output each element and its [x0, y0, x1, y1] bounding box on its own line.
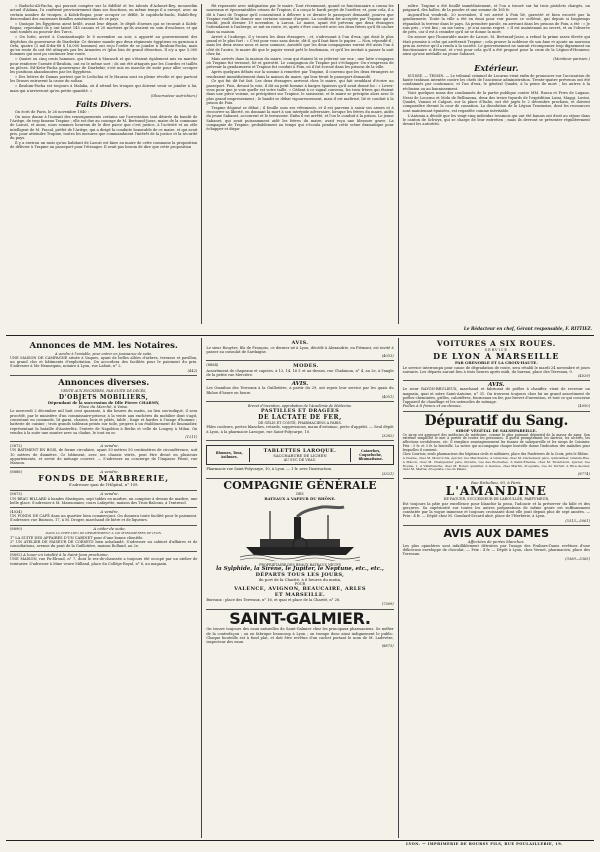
- tablettes-box: [206, 445, 393, 466]
- ad-batiment-bois: [10, 442, 197, 468]
- ad-vente-encheres: [10, 376, 197, 442]
- section-title-diverses: Annonces diverses.: [58, 378, 150, 389]
- ad-heading: VALENCE, AVIGNON, BEAUCAIRE, ARLES: [234, 586, 366, 593]
- ad-subtitle: SIROP VÉGÉTAL DE SALSEPAREILLE.: [455, 428, 537, 434]
- ad-number: (442): [187, 368, 198, 373]
- news-paragraph: On assure que l'honorable maire de Larcat, M. Bertrand-Josse, a refusé la prime assez élevée qui était promise à celui qui arrêterait Trapine ; cela prouve la noblesse de son âme et ajoute un nouveau prix au service qu'il a rendu à la société. Le gouvernement ne saurait récompenser trop dignement un fonctionnaire si dévoué, et c'est pour cela qu'il a été proposé pour la croix de la Légion-d'Honneur, ainsi qu'une médaille au jeune Sabanet.: [402, 35, 590, 57]
- ad-omnibus: [206, 380, 393, 402]
- news-paragraph: « Des lettres de Damas portent que le Ledschia et le Hauran sont en pleine révolte et que partout les Druses entravent la cause du sultan.: [10, 75, 198, 84]
- ad-number: (4053): [381, 354, 394, 359]
- ad-subtitle: AU SUC DE VEAU.: [283, 457, 317, 462]
- ad-number: (3282): [381, 433, 394, 438]
- ad-subtitle: SACCHARURE DE LICHEN: [273, 452, 327, 458]
- ad-title: FONDS DE MARBRERIE,: [38, 473, 170, 484]
- news-columns: [6, 4, 594, 324]
- ad-cabinet-affaires: [10, 526, 197, 552]
- ad-number: (4050): [578, 404, 590, 409]
- ad-heading: MODES.: [293, 362, 319, 369]
- ad-number: (4034): [10, 509, 22, 514]
- ad-body: Pâles couleurs, pertes blanches, retards, suppressions, maux d'estomac, perte d'appétit. — Seul dépôt à Lyon, à la pharmacie Laroque, rue Saint-Polycarpe, 10.: [206, 425, 394, 434]
- news-paragraph: Après quelques débats sur la somme à remettre par Trapine, il convenu que les deux étrangers se rendraient immédiatement dans la maison du maire, qui leur ferait le passeport demandé.: [206, 70, 394, 79]
- ad-title: SAINT-GALMIER.: [229, 609, 371, 629]
- ad-title: L'AMANDINE: [445, 484, 547, 499]
- ad-voitures: [403, 338, 590, 381]
- steamboat-icon: [240, 503, 360, 561]
- ad-number: (8875): [381, 644, 394, 649]
- news-paragraph: Trapine déguisé se débat ; il fouille sous ses vêtements, et il est parvenu à saisir ses armes et à recouvrer sa liberté, en donnant la mort à son intrépide adversaire, lorsque les frères du maire, aidés du jeune Sabanet, accourent et le terrassent. Enfin il est arrêté, et l'on le conduit à la prison. Le jeune Sabanet, qui avait puissamment aidé les frères du maire, avait reçu une blessure grave. La compagnie de Trapine, probablement au temps qui s'écoula pendant cette scène dramatique pour échapper et dispa-: [206, 105, 394, 132]
- tablettes-left: Rhumes, Toux, Asthmes.: [215, 450, 243, 459]
- ad-amandine: [403, 479, 590, 526]
- ad-note: Poêles à 8 francs et au-dessus.: [402, 403, 462, 409]
- news-paragraph: « Ibrahim-Pacha est toujours à Malaka, où il attend les troupes qui doivent venir se joindre à lui, mais qui n'arriveront qu'en petite quantité. »: [10, 84, 198, 93]
- ad-body: UN BEAU BILLARD à bandes élastiques, sept tables en marbre, un comptoir à dessus de marbre, une belle glace. S'adresser à M. Maissonnier, cours Lafayette, maison des Trois-Balcons, à l'entresol.: [10, 496, 198, 505]
- ad-number: (5313—5061): [565, 518, 590, 523]
- ad-subtitle: A vendre à l'amiable, pour entrer en jouissance de suite.: [54, 351, 153, 356]
- ad-avis-dames: [403, 526, 590, 563]
- ad-marbrerie: [10, 468, 197, 490]
- ad-maison-louer: [10, 552, 197, 568]
- ad-heading: D'OBJETS MOBILIERS,: [58, 393, 149, 401]
- news-column-2: [201, 4, 397, 324]
- ads-columns: [6, 338, 594, 838]
- ad-body: On trouve toujours des eaux naturelles de Saint-Galmier chez les principaux pharmaciens. Se méfier de la contrefaçon ; on en fabrique beaucoup à Lyon ; on trompe donc ainsi indignement le public. Chaque bouteille est à fond plat, et doit être revêtue d'un cachet portant le nom de M. Ladevèze, inspecteur des eaux.: [206, 627, 394, 645]
- footer-divider: [6, 840, 594, 841]
- ads-column-3: [398, 338, 594, 838]
- news-paragraph: L'Antonia a décidé que les vingt-cinq individus tessinois qui ont été bannis ont droit au séjour dans le canton de Schwyz, qui se charge de leur entretien ; mais ils devront se présenter régulièrement devant les autorités.: [402, 113, 590, 127]
- ad-body: UN FONDS DE CAFÉ dans un quartier bien commerçant. On donnera toute facilité pour le paiement. S'adresser, rue Buisson, 17, à M. Droger, marchand de bière et de liqueurs.: [10, 513, 198, 523]
- ad-number: (8884): [206, 362, 219, 367]
- news-paragraph: On nous donne à l'instant des renseignements certains sur l'arrestation tant désirée du bandit de l'Ariège, de trop fameux Trapine ; elle est due au courage de M. Bertrand-Josse, maire de la commune de Larcat, et aussi, nous sommes heureux de le dire parce que c'est justice, à l'activité et au zèle intelligent de M. Pascal, préfet de l'Ariège, qui a dirigé la conduite honorable de ce maire, et qui avait pris, pour atteindre Trapine, toutes les mesures que commandaient l'intérêt de la justice et la sécurité du pays.: [10, 114, 198, 141]
- ad-subtitle: PAR GRENOBLE ET LA CROIX-HAUTE.: [454, 360, 538, 366]
- ad-number: (1211): [185, 435, 198, 440]
- ad-heading: A vendre.: [100, 491, 119, 497]
- ad-title: PASTILLES ET DRAGÉES: [260, 407, 340, 414]
- tablettes-right: Catarrhes, Coqueluche, Rhumatisme.: [358, 448, 383, 461]
- printer-imprint: LYON. — IMPRIMERIE DE BOURSY FILS, RUE POULAILLERIE, 19.: [406, 842, 563, 846]
- ad-heading: AVIS.: [488, 381, 505, 388]
- ad-heading: A louer en totalité à la Saint-Jean prochaine.: [23, 552, 109, 557]
- ad-number: (8890): [10, 527, 22, 532]
- ad-depuratif: [403, 412, 590, 480]
- ad-subtitle: Brevet d'invention, approbation de l'Académie de Médecine.: [247, 403, 353, 408]
- ad-number: (8774): [578, 472, 590, 477]
- ad-heading: A vendre.: [100, 508, 119, 514]
- news-source: (Observateur autrichien.): [150, 93, 198, 98]
- section-divider: [6, 335, 594, 336]
- ad-heading: DÉPARTS TOUS LES JOURS,: [255, 571, 345, 578]
- news-paragraph: Mais arrivés dans la maison du maire, ceux qui étaient là se jetèrent sur eux ; une lutte s'engagea où Trapine fut terrassé, lié et garrotté. Le compagnon de Trapine put s'échapper. On s'empressa de prévenir la gendarmerie et Trapine fut conduit à Foix, où il fut écroué dans les prisons de la ville.: [206, 56, 394, 70]
- ad-heading: ET MARSEILLE.: [274, 592, 326, 599]
- ad-number: (7369): [381, 602, 394, 607]
- ad-heading: A vendre.: [100, 442, 119, 448]
- ad-tablettes: [206, 441, 393, 479]
- news-column-3: [398, 4, 594, 324]
- ad-number: (8892): [10, 553, 22, 557]
- ad-heading: AVIS.: [291, 380, 309, 387]
- news-paragraph: « On lutte, arrivé à Constantinople le 8 novembre au soir, a apporté au gouvernement des dépêches du gouverneur de Diarbekir. Ce dernier mande que deux régiments égyptiens en garnison à Orfa, quatre (2 mil-4-dix-88 $ 16,000 hommes) ont reçu l'ordre de se joindre à Ibrahim-Pacha, mais qu'en route ils ont été attaqués par les Arnautes et (plus loin de grand déssetion. Il n'y a que 5,000 hommes qui sont pu continuer leur route.: [10, 35, 198, 57]
- ad-body: Est toujours la pâte par excellence pour blanchir la peau, l'adoucir et la préserver du hâle et des gerçures. Sa supériorité sur toutes les autres préparations de même genre est suffisamment constatée par la vogue immense et toujours croissante dont elle jouit depuis plus de sept années. — Prix : 4 fr. — Dépôt chez M. Gondard-Secard aîné, place de l'Herberie, à Lyon.: [402, 501, 590, 519]
- news-paragraph: Aujourd'hui vendredi, 20 novembre, il est arrivé à Foix lié, garrotté et bien escorté par la gendarmerie. Toute la ville a été en émoi pour voir passer ce scélérat, qui depuis si longtemps répandait la terreur dans le pays. Sa première parole, en arrivant dans les prisons de Foix, a été : « Je suis pris ; c'est fini ; on me tuera ; je n'ai aucun regret. » Il est maintenant au secret, et on l'observe de près, car il est à craindre qu'il ne se donne la mort.: [402, 13, 590, 35]
- section-title-faits-divers: Faits Divers.: [75, 98, 132, 109]
- news-paragraph: « Radschi-Ali-Pacha, qui pouvait compter sur la fidélité et les talents d'Achmet-Bey, mousselim actuel d'Adana, l'a confirmé provisoirement dans ses fonctions, en même temps il a envoyé, avec un certain nombre de troupes, à Kolek-Bogaz, pour occuper ce défilé, le capidschi-bachi, Habib-Bey, descendant des anciennes familles arméniennes de ce pays.: [10, 4, 198, 21]
- ad-address: Rue Richelieu, 93, à Paris.: [470, 479, 522, 485]
- ad-body: UNE MAISON DE CAMPAGNE située à Vaques, ayant de belles allées d'arbres, terrasse et pavillon, un grand clos et bâtiments d'exploitation. On accordera des facilités pour le paiement du prix. S'adresser à Me Hennequin, notaire à Lyon, rue Lafont, n° 2.: [10, 355, 198, 369]
- ad-heading: A vendre.: [100, 468, 119, 474]
- ad-fonds-cafe: [10, 508, 197, 525]
- news-column-1: [6, 4, 201, 324]
- ad-compagnie-bateaux: [206, 479, 393, 610]
- ad-subtitle: DANS LA CHEF-LIEU DE DÉPARTEMENT, A 100 MYRIAMÈTRES DE LYON.: [45, 531, 162, 536]
- ad-subtitle: BATEAUX A VAPEUR DU RHÔNE.: [264, 495, 336, 501]
- ad-number: (3321): [381, 471, 394, 476]
- news-paragraph: « Quoique les Égyptiens aient brûlé, avant leur départ, le dépôt d'armes qui se trouvait à Kolek-Bogaz, cependant ils y ont laissé 145 canons et 20 mortiers qu'ils avaient en soin d'enclouer, et qui sont tombés au pouvoir des Turcs.: [10, 21, 198, 35]
- ad-body: Le sieur Rouyère, fils de François, ce dernier né à Lyon, décédé à Alexandrie, en Piémont, est invité à passer au consulat de Sardaigne.: [206, 345, 394, 354]
- ad-title: AVIS AUX DAMES: [443, 526, 550, 540]
- ads-column-2: [201, 338, 397, 838]
- ad-subtitle: du port de la Charité, à 6 heures du matin,: [258, 576, 342, 582]
- ad-boats: la Sylphide, la Sirène, le Jupiter, le Neptune, etc., etc.,: [216, 566, 384, 573]
- ad-title: DE LYON A MARSEILLE: [433, 351, 560, 362]
- ad-body: 2° UN ATELIER DE FAISEUR DE CORSETS bien achalandé. S'adresser au cabinet d'affaires et de consultations, avenue du pont de la Guillotière, maison Rolland, au 2e.: [10, 539, 198, 549]
- ad-subtitle: Affectées de pertes blanches.: [468, 538, 525, 544]
- ad-modes: [206, 361, 393, 380]
- news-paragraph: Ce qui fut dit fut fait. Les deux étrangers arrivent chez le maire, qui fait semblant d'écrire un passeport. Puis, devant la voie, il dit au petit homme à barges épaisses qu'il avait donné lui : « Levez-vous pour que je voie quelle est votre taille. » Cédant à ce signal convenu, les trois frères qui étaient dans une pièce voisine, se précipitent sur Trapine, le saisissent, et le maire se précipite alors avec le plus grand empressement ; le bandit se débat vigoureusement, mais il est maîtrisé, lié et conduit à la prison de Foix.: [206, 79, 394, 105]
- ad-subtitle: DES: [296, 492, 304, 497]
- news-paragraph: On écrit de Paris, le 26 novembre 1840 :: [15, 109, 89, 114]
- ad-body: Pharmacie rue Saint-Polycarpe, 10, à Lyon. — 1 fr. avec l'instruction.: [206, 467, 333, 472]
- ad-title: Dépuratif du Sang.: [424, 413, 569, 430]
- ad-body: Le service interrompu pour cause de dégradation de route, sera rétabli le mardi 24 novembre et jours suivants. Les départs auront lieu à trois heures après midi, du bureau, place des Terreaux, 9.: [402, 365, 590, 374]
- ad-subtitle: DE GÉLIS ET CONTÉ, PHARMACIENS A PARIS.: [258, 420, 342, 425]
- ad-saint-galmier: [206, 610, 393, 651]
- ads-column-1: [6, 338, 201, 838]
- news-paragraph: Voici quelques noms des condamnés de la partie publique contre MM. Rusca et Fries de Lugano, Nessi de Locarno et Mola de Bellinzona, deux des treize fuyards de l'expédition Luini, Maggi, Luvini, Quadri, Vanoni et Calgari, sur la place d'Italie, ont été jugés le 2 décembre prochain, et doivent comparaître devant la cour de cassation. La dissolution de la Légion Tessinoise, dont les ressources sont maintenant épuisées, est regardée comme inévitable.: [402, 91, 590, 113]
- ad-body: 1° LA SUITE DES AFFAIRES D'UN CABINET pour d'une bonne clientèle.: [10, 535, 144, 540]
- ad-body: Les Omnibus des Terreaux à la Guillotière, à partir du 29, ont repris leur service par les quais du Rhône d'heure en heure.: [206, 386, 394, 395]
- news-paragraph: fût repoussée avec indignation par le maire. Tout récemment, quand ce fonctionnaire a connu les nouveaux et épouvantables crimes de Trapine, il a conçu le hardi projet de l'arrêter, et, pour cela, il a dit à l'ami de Trapine qu'il consentirait à délivrer à ce dernier le passeport demandé, pourvu que Trapine voulût lui donner une certaine somme d'argent. La condition fut acceptée par Trapine qui se rendit, jeudi dernier 19 novembre, à Larcat. Le maire, ayant été prévenu que deux étrangers l'attendaient à l'auberge, se mit en route, et, après s'être concerté avec ses deux frères qu'il fit cacher dans sa maison.: [206, 4, 394, 34]
- ad-number: (3369—5365): [565, 556, 590, 561]
- ad-title: COMPAGNIE GÉNÉRALE: [223, 479, 377, 493]
- ad-body: Chez Courtois, seuls pharmaciens des hôpitaux civils et militaires, place des Fondrieres de la Croix, près le Rhône.: [402, 452, 589, 457]
- editor-signature: Le Rédacteur en chef, Gérant responsable, F. RITTIEZ.: [463, 326, 592, 331]
- news-paragraph: « Quatre ou cinq cents hommes, qui étaient à Marasch et qui s'étaient également mis en marche pour renforcer l'armée d'Ibrahim, ont eu le même sort ; ils ont été attaqués par les Courdes et taillés en pièces. Ed-Ketir-Pacha gouverneur de Diarbekir, s'est mis en marche de suite pour aller occuper les positions abandonnées par les Égyptiens.: [10, 57, 198, 75]
- ad-body: Bureaux : place des Terreaux, n° 16, et quai et place de la Charité, n° 28.: [206, 598, 341, 603]
- ad-subtitle: SERVICE: [484, 348, 508, 352]
- ad-body: UNE MAISON, rue Fa-Elrouil, n° 7, dont le rez-de-chaussée a toujours été occupé par un atelier de teinturier. S'adresser à Mme veuve Milland, place du Collège-Royal, n° 6, au magasin.: [10, 557, 198, 566]
- ad-number: (3872): [10, 443, 22, 448]
- ad-number: (8873): [10, 492, 22, 497]
- ad-body: Le sieur RAYON-BRULIEUX, marchand et fabricant de poêles à chauffer, vient de recevoir un magasin, quai et mère Saint-Antoine, n° 31. On trouvera toujours chez lui un grand assortiment de poêles-cheminées, grilles, calorifères, fourneaux en fer, par brevet d'invention, et tout ce qui concerne l'appareil de chauffage et les ustensiles de ménage.: [402, 387, 590, 405]
- ad-body: Assortiment de chapeaux et capotes, à 12, 14, 16 f. et au-dessus, rue Chalamon, n° 4, au 2e, à l'angle de la petite rue Mercière.: [206, 368, 394, 378]
- ad-body: S'adresser quai de l'Hôpital, n° 109.: [68, 482, 139, 488]
- ad-notaires: [10, 338, 197, 376]
- ad-number: (4029): [578, 374, 590, 379]
- section-title-notaires: Annonces de MM. les Notaires.: [29, 340, 178, 351]
- ad-subtitle: VENTE AUX ENCHÈRES, PAR SUITE DE DÉCÈS,: [60, 389, 147, 394]
- ad-body: Le mercredi 2 décembre mil huit cent quarante, à dix heures du matin, au lieu sus-indiqué, il sera procédé, par le ministère d'un commissaire-priseur, à la vente aux enchères du mobilier dont s'agit, consistant en commode, lit garni, chaises, bois et pâtés, table ; linge et hardes à l'usage d'homme ; batterie de cuisine ; trois grands tableaux peints sur toile, propres à un établissement de limonadier, représentant la bataille d'Austerlitz, l'entrée de Napoléon à Berlin et celle de Longwy à Milan. On vendra à la suite une montre avec sa chaîne, le tout en or.: [10, 409, 198, 435]
- ad-title: VOITURES A SIX ROUES.: [436, 338, 556, 348]
- section-title-exterieur: Extérieur.: [474, 62, 519, 73]
- ad-pastilles: [206, 402, 393, 441]
- ad-body: Les plus opiniâtres sont infailliblement détruites par l'usage des Pralines-Danis revêtues d'une délicieuse enveloppe de chocolat. — Prix : 4 fr. — Dépôt à Lyon, chez Vernet, pharmacien, place des Terreaux.: [402, 543, 590, 557]
- ad-subtitle: DE FAGUER, SUCCESSEUR DE LABOULLÉE, PARFUMEUR,: [443, 497, 549, 502]
- ad-place: Place du Marché, à Vaise.: [78, 404, 129, 410]
- ad-billard: [10, 491, 197, 508]
- ad-heading: A céder de suite,: [93, 526, 126, 532]
- ad-subtitle: Dépendant de la succession de Dlle Pierre CHARMY,: [47, 399, 160, 405]
- ad-heading: AVIS.: [291, 339, 309, 346]
- ad-number: (4051): [381, 394, 394, 399]
- newspaper-page: [6, 4, 594, 848]
- ad-subtitle: POUR: [294, 581, 306, 586]
- ad-title: DE LACTATE DE FER,: [258, 413, 342, 421]
- news-paragraph: raître. Trapine a été fouillé immédiatement, et l'on a trouvé sur lui trois pistolets chargés, un poignard, des balles, de la poudre et une somme de 165 fr.: [402, 4, 590, 13]
- ad-body: Ce sirop est approuvé des médecins de médecine, comme le plus puissant dépuratif de la masse du sang. Son extrême simplicité le met à portée de toutes les personnes. Il guérit promptement les dartres, les ulcères, les affections scrofuleuses, etc. Il remplace avantageusement les tisanes de salsepareille et les sirops de Cuisinier. Prix : 5 fr. et 3 fr. la bouteille. La notice qui accompagne chaque bouteille donne l'indication des maladies pour lesquelles il convient.: [402, 432, 590, 453]
- news-paragraph: SUISSE. — TESSIN. — Le tribunal criminel de Locarno vient enfin de prononcer sur l'accusation de haute trahison intentée contre les chefs de l'ancienne administration. Trente-quatre prévenus ont été condamnés par contumace, et l'un d'eux, le général Quadri, à la peine de mort ; les autres à la réclusion ou au bannissement.: [402, 73, 590, 91]
- news-source: (Moniteur parisien.): [553, 57, 590, 62]
- ad-avis-rouyere: [206, 338, 393, 361]
- ad-subtitle: PROPRIÉTAIRE DES BEAUX BATEAUX NEUFS: [259, 562, 341, 567]
- ad-number: (8886): [10, 469, 22, 474]
- ad-title: TABLETTES LAROQUE.: [263, 447, 337, 454]
- ad-body: A Vienne, chez M. Monrol fils, épicier, rue Marchande. A Grenoble, chez M. Déchenaux père, quincaillier, Grande-Rue. A Mâcon, chez M. Champenier père, libraire, rue des Bocheries. A Saint-Etienne, chez M. Mondoloni, épicier, rue Royale, 1. A Villefranche, chez M. Bonet, quaillier. A Genève, chez Martin, droguiste, rue du Terrail. A Rive-de-Gier, chez M. Martel, droguiste, rue du Palais.: [402, 456, 590, 472]
- ad-rayon-brulieux: [403, 381, 590, 411]
- news-paragraph: Il y a environ un mois qu'un habitant de Larcat est faire au maire de cette commune la proposition de délivrer à Trapine un passeport pour l'étranger. Il avait pas besoin de dire que cette proposition: [10, 141, 198, 150]
- ad-body: UN BATIMENT EN BOIS, de forme circulaire, ayant 30 mètres 50 centimètres de circonférence, soit 10 mètres de diamètre. Ce bâtiment, avec ses chassis vitrés, peut être divisé en plusieurs appartements, et servir de ménage couvert. — S'adresser au concierge de l'Impasse Pitrat, rue Masson.: [10, 448, 198, 466]
- news-paragraph: Arrivé à l'auberge, il y trouva les deux étrangers ; et, s'adressant à l'un d'eux, qui était le plus grand et le plus fort : « C'est pour vous sans doute, dit-il, qu'il faut faire le papier. — Non, répondit-il ; mais les deux avons nous et nous sommes. Aussitôt que les deux compagnons eurent été assis l'un à côté de l'autre, le maire dit que le papier serait prêt le lendemain, et qu'il les invitait à passer la nuit chez lui.: [206, 34, 394, 56]
